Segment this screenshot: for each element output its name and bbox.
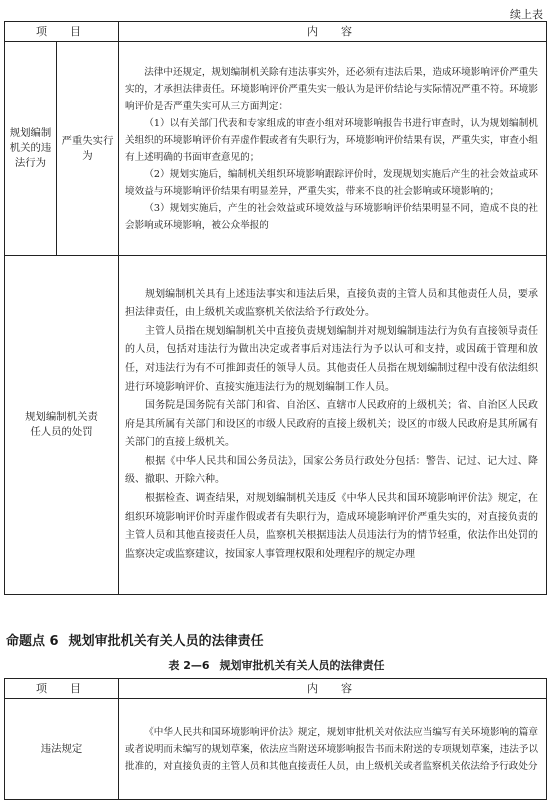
- content-paragraph: （2）规划实施后，编制机关组织环境影响跟踪评价时，发现规划实施后产生的社会效益或环境效益与环境影响评价结果有明显差异，严重失实，带来不良的社会影响或环境影响的；: [125, 168, 538, 197]
- table-header-row: [5, 22, 547, 42]
- violation-content: [119, 42, 547, 256]
- penalty-paragraph: 根据检查、调查结果，对规划编制机关违反《中华人民共和国环境影响评价法》规定，在组织环境影响评价时弄虚作假或者有失职行为，造成环境影响评价严重失实的，对直接负责的主管人员和其他直接责任人员，监察机关根据违法人员违法行为的情节轻重，依法作出处罚的监察决定或监察建议，按国家人事管理权限和处理程序的规定办理: [125, 493, 538, 560]
- header-content: 内 容: [119, 22, 547, 42]
- header-item: 项 目: [5, 22, 119, 42]
- subcategory-cell: 严重失实行为: [57, 42, 119, 256]
- category-cell: 规划编制机关的违法行为: [5, 42, 57, 256]
- penalty-paragraph: 国务院是国务院有关部门和省、自治区、直辖市人民政府的上级机关；省、自治区人民政府是其所属有关部门和设区的市级人民政府的直接上级机关；设区的市级人民政府是其所属有关部门的直接上级机关。: [125, 400, 538, 449]
- penalty-paragraph: 根据《中华人民共和国公务员法》，国家公务员行政处分包括：警告、记过、记大过、降级、撤职、开除六种。: [125, 455, 538, 486]
- penalty-paragraph: 规划编制机关具有上述违法事实和违法后果，直接负责的主管人员和其他责任人员，要承担法律责任，由上级机关或监察机关依法给予行政处分。: [125, 288, 538, 319]
- penalty-label-cell: 规划编制机关责任人员的处罚: [5, 256, 119, 595]
- content-paragraph: 《中华人民共和国环境影响评价法》规定，规划审批机关对依法应当编写有关环境影响的篇章或者说明而未编写的规划草案，依法应当附送环境影响报告书而未附送的专项规划草案，违法予以批准的，对直接负责的主管人员和其他直接责任人员，由上级机关或者监察机关依法给予行政处分: [125, 726, 538, 772]
- content-paragraph: 法律中还规定，规划编制机关除有违法事实外，还必须有违法后果，造成环境影响评价严重失实的，才承担法律责任。环境影响评价严重失实一般认为是评价结论与实际情况严重不符。环境影响评价是否严重失实可从三方面判定：: [125, 66, 538, 112]
- section-number: 命题点 6: [6, 634, 59, 649]
- continued-label: 续上表: [510, 8, 543, 21]
- table-continued: [4, 21, 547, 595]
- table-caption: [0, 657, 553, 673]
- table-approval-liability: [4, 678, 547, 800]
- table-row-penalty: [5, 256, 547, 595]
- table-caption-title: 规划审批机关有关人员的法律责任: [219, 659, 385, 672]
- table-header-row: [5, 679, 547, 699]
- content-paragraph: （3）规划实施后，产生的社会效益或环境效益与环境影响评价结果明显不同，造成不良的社会影响或环境影响，被公众举报的: [125, 202, 538, 231]
- section-heading: [6, 630, 264, 649]
- header-content: 内 容: [119, 679, 547, 699]
- penalty-content: [119, 256, 547, 595]
- table-caption-number: 表 2—6: [168, 659, 210, 672]
- header-item: 项 目: [5, 679, 119, 699]
- section-title: 规划审批机关有关人员的法律责任: [68, 634, 264, 649]
- content-paragraph: （1）以有关部门代表和专家组成的审查小组对环境影响报告书进行审查时，认为规划编制机关组织的环境影响评价有弄虚作假或者有失职行为，环境影响评价结果有误，严重失实，审查小组有上述明确的书面审查意见的；: [125, 117, 538, 163]
- table-row-violation: [5, 42, 547, 256]
- table-row: [5, 699, 547, 800]
- penalty-paragraph: 主管人员指在规划编制机关中直接负责规划编制并对规划编制违法行为负有直接领导责任的人员，包括对违法行为做出决定或者事后对违法行为予以认可和支持，或因疏于管理和放任，对违法行为有不可推卸责任的领导人员。其他责任人员指在规划编制过程中没有依法组织进行环境影响评价、直接实施违法行为的规划编制工作人员。: [125, 325, 538, 393]
- row-label: 违法规定: [5, 699, 119, 800]
- row-content: [119, 699, 547, 800]
